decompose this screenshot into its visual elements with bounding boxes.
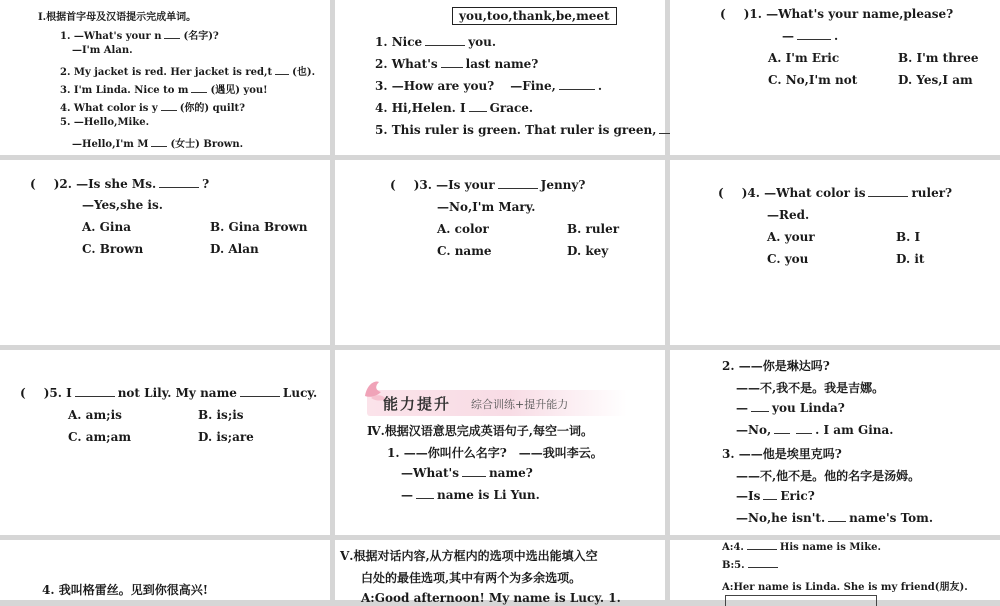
answer-blank[interactable] [469,110,487,112]
answer-blank[interactable] [75,395,115,397]
fill-line: 4. Hi,Helen. I Grace. [375,101,534,115]
fill-line: — name is Li Yun. [401,488,540,502]
fill-line: —No, . I am Gina. [736,423,894,437]
exercise-panel-5 [335,160,665,345]
option-c[interactable]: C. name [437,244,492,258]
dialogue-line: B:5. [722,560,781,571]
chinese-prompt: 1. ——你叫什么名字? ——我叫李云。 [387,446,603,460]
fill-line: 2. What's last name? [375,57,539,71]
answer-blank[interactable] [164,37,180,39]
answer-blank[interactable] [763,498,777,500]
chinese-prompt: ——不,我不是。我是吉娜。 [736,381,885,395]
option-b[interactable]: B. is;is [198,408,244,422]
fill-line: 3. —How are you? —Fine, . [375,79,603,93]
answer-blank[interactable] [275,73,289,75]
answer-blank[interactable] [559,88,595,90]
chinese-prompt: 3. ——他是埃里克吗? [722,447,842,461]
answer-blank[interactable] [191,91,207,93]
answer-blank[interactable] [240,395,280,397]
option-a[interactable]: A. your [767,230,815,244]
answer-blank[interactable] [751,410,769,412]
option-d[interactable]: D. Yes,I am [898,73,973,87]
answer-blank[interactable] [748,566,778,568]
option-b[interactable]: B. I'm three [898,51,979,65]
fill-line: —What's name? [401,466,533,480]
choice-question: ( )3. —Is your Jenny? [390,178,586,192]
option-c[interactable]: C. you [767,252,809,266]
option-d[interactable]: D. it [896,252,925,266]
exercise-panel-1 [0,0,330,155]
dialogue-line: A:Her name is Linda. She is my friend(朋友). [722,582,968,593]
option-b[interactable]: B. I [896,230,921,244]
question-line: 3. I'm Linda. Nice to m (遇见) you! [60,85,268,96]
question-line: 5. —Hello,Mike. [60,117,150,128]
option-c[interactable]: C. No,I'm not [768,73,858,87]
answer-line: —No,I'm Mary. [437,200,536,214]
option-a[interactable]: A. Gina [82,220,131,234]
fill-line: —Is Eric? [736,489,815,503]
choice-question: ( )2. —Is she Ms. ? [30,177,210,191]
exercise-panel-4 [0,160,330,345]
choice-question: ( )1. —What's your name,please? [720,7,954,21]
answer-line: —Yes,she is. [82,198,163,212]
option-b[interactable]: B. ruler [567,222,620,236]
section-heading-cont: 白处的最佳选项,其中有两个为多余选项。 [361,571,582,585]
ability-banner [367,390,627,416]
option-b[interactable]: B. Gina Brown [210,220,308,234]
chinese-prompt: 2. ——你是琳达吗? [722,359,830,373]
answer-blank[interactable] [425,44,465,46]
answer-blank[interactable] [159,186,199,188]
answer-blank[interactable] [774,432,790,434]
answer-line: — . [782,29,839,43]
dialogue-line: A:Good afternoon! My name is Lucy. 1. [361,591,621,605]
answer-blank[interactable] [796,432,812,434]
answer-blank[interactable] [441,66,463,68]
answer-line: —Red. [767,208,810,222]
banner-subtitle: 综合训练+提升能力 [471,398,569,411]
word-box: you,too,thank,be,meet [452,7,617,25]
question-line: 4. What color is y (你的) quilt? [60,103,245,114]
option-d[interactable]: D. Alan [210,242,259,256]
answer-line: —Hello,I'm M (女士) Brown. [72,139,244,150]
chinese-prompt: 4. 我叫格雷丝。见到你很高兴! [42,583,208,597]
exercise-panel-10 [0,540,330,600]
exercise-panel-7 [0,350,330,535]
banner-title: 能力提升 [383,395,452,413]
option-c[interactable]: C. Brown [82,242,144,256]
dialogue-line: A:4. His name is Mike. [722,542,881,553]
exercise-panel-3 [670,0,1000,155]
option-a[interactable]: A. I'm Eric [768,51,840,65]
answer-blank[interactable] [416,497,434,499]
fill-line: 5. This ruler is green. That ruler is green, [375,123,685,137]
exercise-panel-8 [335,350,665,535]
exercise-panel-12 [670,540,1000,600]
answer-blank[interactable] [151,145,167,147]
choice-question: ( )5. I not Lily. My name Lucy. [20,386,318,400]
section-heading: Ⅳ.根据汉语意思完成英语句子,每空一词。 [367,424,593,438]
option-c[interactable]: C. am;am [68,430,132,444]
answer-blank[interactable] [797,38,831,40]
answer-line: —I'm Alan. [72,45,133,56]
option-a[interactable]: A. am;is [68,408,122,422]
question-line: 2. My jacket is red. Her jacket is red,t (也). [60,67,316,78]
exercise-panel-9 [670,350,1000,535]
answer-blank[interactable] [498,187,538,189]
chinese-prompt: ——不,他不是。他的名字是汤姆。 [736,469,921,483]
exercise-panel-11 [335,540,665,605]
answer-blank[interactable] [747,548,777,550]
option-a[interactable]: A. color [437,222,489,236]
answer-blank[interactable] [161,109,177,111]
answer-blank[interactable] [868,195,908,197]
option-d[interactable]: D. is;are [198,430,254,444]
section-heading: Ⅴ.根据对话内容,从方框内的选项中选出能填入空 [340,549,598,563]
answer-blank[interactable] [462,475,486,477]
section-heading: Ⅰ.根据首字母及汉语提示完成单词。 [38,12,197,23]
choice-question: ( )4. —What color is ruler? [718,186,953,200]
answer-blank[interactable] [828,520,846,522]
question-line: 1. —What's your n (名字)? [60,31,219,42]
option-d[interactable]: D. key [567,244,609,258]
options-box [725,595,877,606]
exercise-panel-2 [335,0,665,155]
fill-line: 1. Nice you. [375,35,497,49]
fill-line: — you Linda? [736,401,845,415]
fill-line: —No,he isn't. name's Tom. [736,511,933,525]
exercise-panel-6 [670,160,1000,345]
